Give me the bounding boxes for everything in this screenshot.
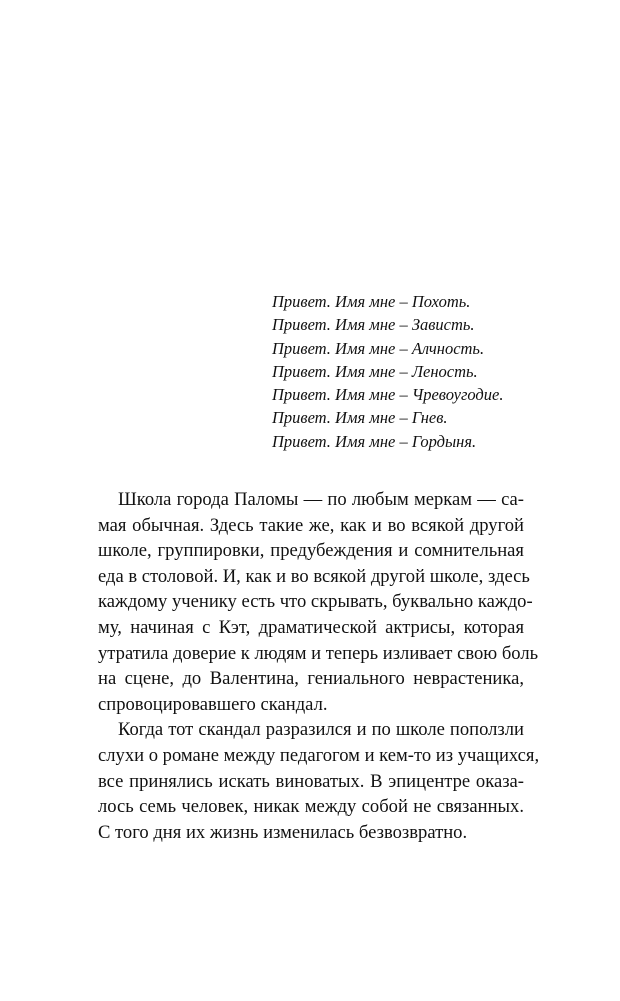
paragraph-line: Школа города Паломы — по любым меркам — са- bbox=[118, 489, 524, 510]
body-text bbox=[98, 487, 540, 845]
paragraph-line: школе, группировки, предубеждения и сомнительная bbox=[98, 540, 524, 562]
epigraph-line-lust: Привет. Имя мне – Похоть. bbox=[272, 292, 471, 311]
epigraph-line-pride: Привет. Имя мне – Гордыня. bbox=[272, 431, 477, 451]
paragraph-line: спровоцировавшего скандал. bbox=[98, 693, 328, 715]
paragraph-line: С того дня их жизнь изменилась безвозвратно. bbox=[98, 821, 468, 843]
paragraph-line: все принялись искать виноватых. В эпицентре оказа- bbox=[98, 770, 524, 792]
paragraph-line: на сцене, до Валентина, гениального неврастеника, bbox=[98, 668, 524, 690]
paragraph-line: каждому ученику есть что скрывать, буквально каждо- bbox=[98, 591, 533, 613]
paragraph-line: Когда тот скандал разразился и по школе поползли bbox=[118, 719, 524, 741]
epigraph bbox=[272, 290, 572, 453]
paragraph-line: утратила доверие к людям и теперь изливает свою боль bbox=[98, 642, 539, 664]
paragraph-2 bbox=[98, 717, 540, 845]
epigraph-line-envy: Привет. Имя мне – Зависть. bbox=[272, 315, 475, 335]
paragraph-line: му, начиная с Кэт, драматической актрисы, которая bbox=[98, 616, 524, 638]
paragraph-line: лось семь человек, никак между собой не связанных. bbox=[98, 796, 524, 818]
epigraph-line-gluttony: Привет. Имя мне – Чревоугодие. bbox=[272, 385, 504, 405]
paragraph-line: слухи о романе между педагогом и кем-то из учащихся, bbox=[98, 744, 540, 766]
paragraph-line: мая обычная. Здесь такие же, как и во всякой другой bbox=[98, 514, 524, 536]
paragraph-line: еда в столовой. И, как и во всякой другой школе, здесь bbox=[98, 565, 530, 587]
epigraph-line-wrath: Привет. Имя мне – Гнев. bbox=[272, 408, 448, 428]
paragraph-1 bbox=[98, 487, 539, 717]
epigraph-line-sloth: Привет. Имя мне – Леность. bbox=[272, 361, 478, 381]
epigraph-line-greed: Привет. Имя мне – Алчность. bbox=[272, 338, 485, 358]
